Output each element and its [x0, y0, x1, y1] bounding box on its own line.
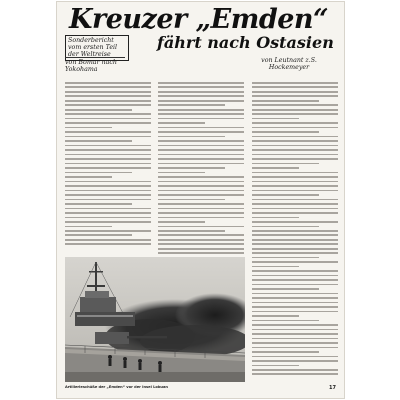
text-line	[158, 122, 205, 124]
text-line	[252, 338, 338, 340]
text-line	[252, 100, 319, 102]
text-line	[252, 104, 338, 106]
text-line	[158, 172, 205, 174]
text-line	[65, 140, 132, 142]
text-line	[252, 360, 338, 362]
text-line	[158, 163, 244, 165]
photo-caption: Artillerieschüße der „Emden“ vor der Insel Lobuan	[65, 385, 168, 389]
text-line	[65, 203, 132, 205]
page-number: 17	[329, 385, 336, 391]
text-line	[252, 145, 338, 147]
text-line	[252, 293, 338, 295]
text-line	[252, 369, 338, 371]
text-line	[65, 86, 151, 88]
text-line	[252, 356, 338, 358]
text-line	[252, 217, 299, 219]
text-line	[158, 185, 244, 187]
boxed-note: Sonderbericht vom ersten Teil der Weltreise	[65, 35, 129, 61]
text-line	[158, 100, 244, 102]
text-line	[158, 145, 244, 147]
text-line	[252, 320, 319, 322]
text-line	[158, 176, 244, 178]
text-line	[158, 230, 225, 232]
text-line	[65, 109, 132, 111]
text-line	[252, 315, 299, 317]
text-line	[252, 212, 338, 214]
text-line	[252, 302, 338, 304]
text-line	[252, 279, 338, 281]
text-line	[252, 266, 299, 268]
text-line	[252, 176, 338, 178]
text-line	[65, 113, 151, 115]
text-line	[65, 158, 151, 160]
text-line	[65, 100, 151, 102]
text-line	[252, 158, 338, 160]
text-line	[252, 297, 338, 299]
text-line	[65, 104, 151, 106]
text-line	[65, 230, 151, 232]
article-subtitle: fährt nach Ostasien	[157, 33, 334, 52]
text-line	[65, 118, 151, 120]
text-line	[158, 86, 244, 88]
text-line	[252, 154, 338, 156]
text-line	[252, 234, 338, 236]
text-line	[158, 208, 244, 210]
text-line	[252, 86, 338, 88]
text-line	[65, 82, 151, 84]
warship-photo	[65, 257, 245, 382]
text-line	[65, 208, 151, 210]
text-line	[65, 167, 151, 169]
text-line	[65, 190, 151, 192]
text-line	[252, 167, 299, 169]
text-line	[252, 243, 338, 245]
text-line	[65, 217, 151, 219]
text-line	[252, 306, 338, 308]
text-line	[65, 185, 151, 187]
byline-right: von Leutnant z.S. Hockemeyer	[261, 57, 317, 72]
text-line	[252, 118, 299, 120]
text-line	[158, 248, 244, 250]
text-line	[65, 243, 151, 245]
text-line	[252, 190, 338, 192]
text-line	[158, 199, 225, 201]
text-line	[252, 270, 338, 272]
text-line	[252, 252, 338, 254]
text-line	[65, 131, 151, 133]
text-line	[158, 194, 244, 196]
text-line	[158, 221, 205, 223]
text-line	[252, 185, 338, 187]
text-line	[252, 82, 338, 84]
text-line	[65, 91, 151, 93]
byline-left: von Bomar nach Yokohama	[65, 57, 125, 73]
text-line	[158, 127, 244, 129]
text-line	[252, 288, 319, 290]
text-line	[252, 261, 338, 263]
text-line	[252, 351, 319, 353]
text-line	[158, 234, 244, 236]
text-line	[158, 82, 244, 84]
text-line	[252, 284, 338, 286]
text-line	[65, 172, 132, 174]
text-line	[252, 373, 338, 375]
text-line	[252, 172, 338, 174]
text-line	[65, 145, 151, 147]
text-line	[252, 230, 338, 232]
text-line	[158, 136, 225, 138]
text-line	[252, 365, 299, 367]
article-title: Kreuzer „Emden“	[69, 4, 329, 35]
text-column-1	[65, 82, 151, 250]
text-line	[252, 131, 319, 133]
text-line	[65, 176, 112, 178]
text-line	[65, 234, 132, 236]
text-line	[158, 167, 225, 169]
text-line	[158, 154, 244, 156]
text-line	[252, 329, 338, 331]
text-line	[158, 158, 244, 160]
text-line	[252, 248, 338, 250]
text-line	[252, 91, 338, 93]
text-line	[65, 239, 151, 241]
text-line	[158, 113, 244, 115]
text-line	[252, 342, 338, 344]
text-line	[158, 131, 244, 133]
text-line	[252, 221, 338, 223]
text-line	[65, 221, 151, 223]
text-line	[65, 136, 151, 138]
text-line	[252, 163, 319, 165]
text-line	[252, 324, 338, 326]
text-line	[252, 95, 338, 97]
text-line	[252, 122, 338, 124]
text-line	[65, 149, 151, 151]
text-line	[252, 333, 338, 335]
text-line	[65, 199, 151, 201]
text-line	[252, 203, 338, 205]
text-line	[158, 149, 244, 151]
text-line	[158, 190, 244, 192]
text-line	[252, 208, 338, 210]
text-line	[65, 212, 151, 214]
text-line	[158, 243, 244, 245]
text-line	[252, 239, 338, 241]
warship-photo-illustration	[65, 257, 245, 382]
text-line	[252, 199, 338, 201]
text-line	[252, 275, 338, 277]
text-line	[252, 149, 338, 151]
text-line	[158, 140, 244, 142]
text-line	[158, 91, 244, 93]
text-line	[158, 212, 244, 214]
text-line	[65, 95, 151, 97]
text-line	[252, 194, 319, 196]
text-line	[252, 136, 338, 138]
text-line	[158, 226, 244, 228]
text-line	[158, 104, 225, 106]
text-line	[158, 239, 244, 241]
text-line	[252, 113, 338, 115]
text-line	[158, 118, 244, 120]
text-line	[252, 311, 338, 313]
text-line	[65, 194, 151, 196]
text-line	[158, 181, 244, 183]
text-line	[65, 154, 151, 156]
text-line	[65, 127, 112, 129]
text-line	[252, 181, 338, 183]
text-line	[65, 226, 112, 228]
text-line	[158, 203, 244, 205]
text-line	[158, 217, 244, 219]
text-line	[158, 252, 244, 254]
text-line	[158, 109, 244, 111]
text-line	[252, 127, 338, 129]
text-line	[252, 257, 319, 259]
text-line	[252, 140, 338, 142]
text-column-3	[252, 82, 338, 379]
text-line	[65, 122, 151, 124]
magazine-page	[57, 2, 344, 398]
text-line	[65, 163, 151, 165]
text-line	[158, 95, 244, 97]
text-line	[252, 109, 338, 111]
text-line	[252, 347, 338, 349]
text-line	[65, 181, 151, 183]
text-line	[252, 226, 319, 228]
